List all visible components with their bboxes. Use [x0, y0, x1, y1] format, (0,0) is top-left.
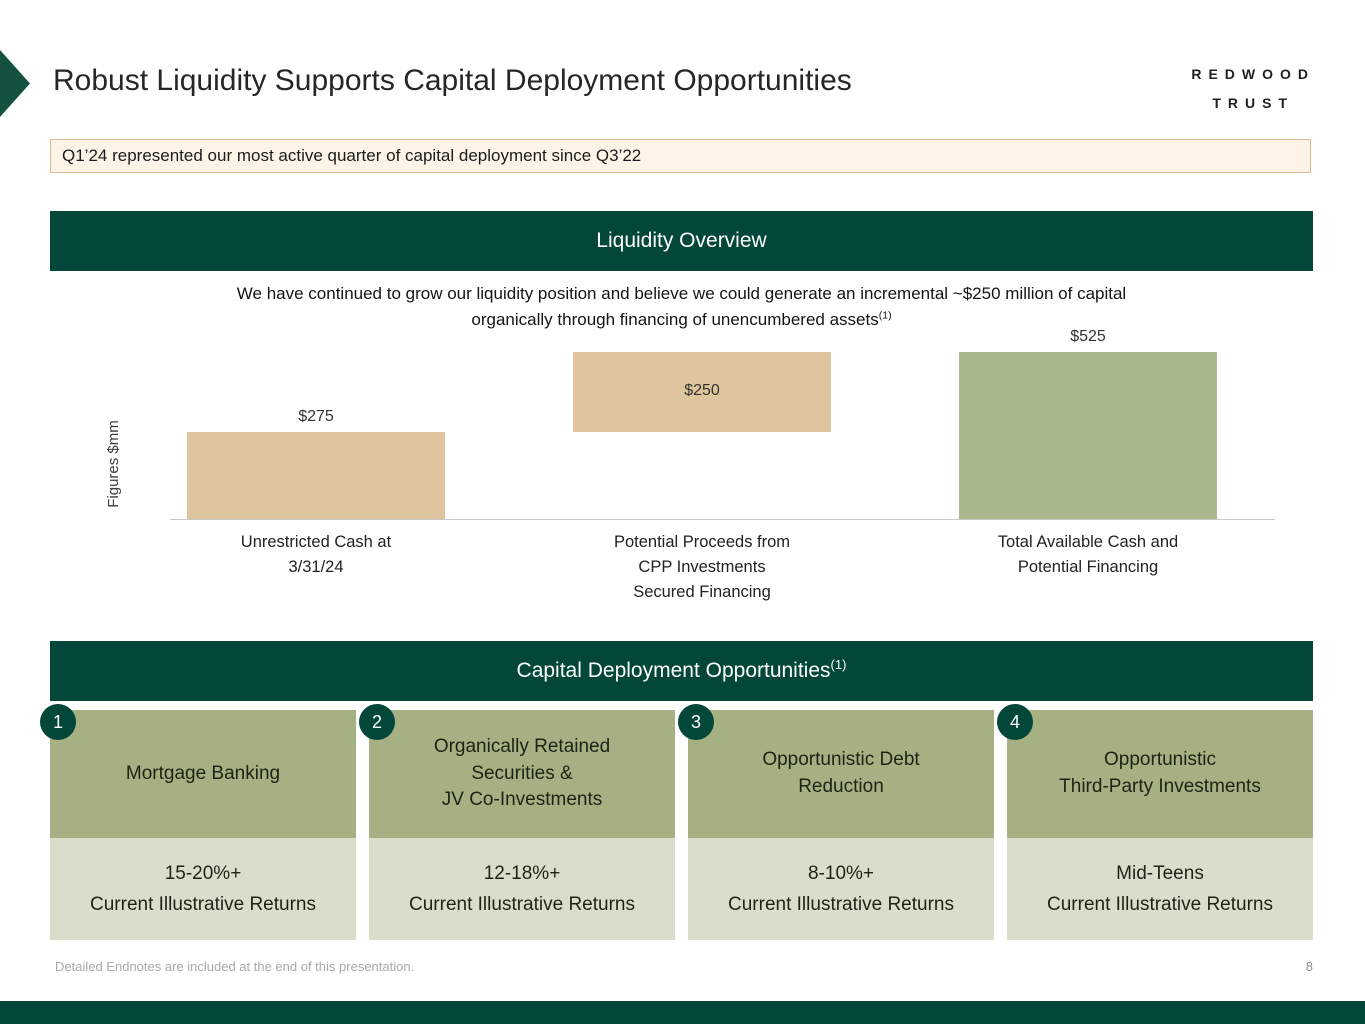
card-title: Organically Retained Securities & JV Co-Investments: [369, 710, 675, 838]
bar-unrestricted-cash: [187, 432, 445, 519]
card-returns: [369, 838, 675, 940]
opportunity-cards: [50, 710, 1313, 940]
bar-value-label: $525: [1070, 328, 1106, 346]
opportunity-card-mortgage-banking: [50, 710, 356, 940]
opportunity-card-retained-securities: [369, 710, 675, 940]
opportunity-card-debt-reduction: [688, 710, 994, 940]
bar-value-label: $250: [684, 382, 720, 400]
card-return-range: 15-20%+: [164, 862, 242, 884]
card-number-badge: 4: [997, 704, 1033, 740]
logo-line-1: REDWOOD: [1191, 66, 1315, 82]
company-logo: [1191, 60, 1315, 119]
y-axis-label: Figures $mm: [105, 420, 122, 508]
card-return-label: Current Illustrative Returns: [409, 894, 635, 915]
x-axis-line: [170, 519, 1275, 520]
page-number: 8: [1305, 959, 1313, 974]
card-returns: [688, 838, 994, 940]
category-label: Potential Proceeds from CPP Investments Secured Financing: [613, 533, 791, 601]
opportunity-card-third-party-investments: [1007, 710, 1313, 940]
card-return-range: 8-10%+: [807, 862, 875, 884]
card-return-range: Mid-Teens: [1116, 862, 1204, 884]
card-number-badge: 3: [678, 704, 714, 740]
section-header-liquidity: [50, 211, 1313, 271]
highlight-banner-text: Q1’24 represented our most active quarter of capital deployment since Q3’22: [62, 146, 642, 165]
bar-total-available: [959, 352, 1217, 519]
liquidity-subtitle-line2: organically through financing of unencumbered assets$^{(1)}$: [471, 309, 892, 330]
section-header-capital-text: Capital Deployment Opportunities$^{(1)}$: [516, 657, 847, 682]
bottom-bar: [0, 1001, 1365, 1024]
card-return-label: Current Illustrative Returns: [728, 894, 954, 915]
liquidity-subtitle-line1: We have continued to grow our liquidity position and believe we could generate an incremental ~$250 million of capital: [236, 284, 1127, 303]
category-label: Total Available Cash and Potential Financing: [997, 533, 1179, 576]
footnote: Detailed Endnotes are included at the end of this presentation.: [55, 959, 415, 974]
category-label: Unrestricted Cash at 3/31/24: [240, 533, 392, 576]
accent-arrow-icon: [0, 50, 30, 117]
card-return-label: Current Illustrative Returns: [1047, 894, 1273, 915]
card-returns: [1007, 838, 1313, 940]
liquidity-waterfall-chart: [50, 330, 1313, 620]
footnote-marker: (1): [878, 309, 892, 322]
card-title: Opportunistic Third-Party Investments: [1007, 710, 1313, 838]
card-return-range: 12-18%+: [483, 862, 561, 884]
liquidity-subtitle: [50, 281, 1313, 334]
card-return-label: Current Illustrative Returns: [90, 894, 316, 915]
footnote-marker: (1): [830, 657, 847, 672]
card-number-badge: 1: [40, 704, 76, 740]
card-title: Opportunistic Debt Reduction: [688, 710, 994, 838]
section-header-capital: [50, 641, 1313, 701]
bar-value-label: $275: [298, 407, 334, 425]
section-header-liquidity-text: Liquidity Overview: [596, 229, 767, 252]
card-title: Mortgage Banking: [50, 710, 356, 838]
logo-line-2: TRUST: [1212, 95, 1294, 112]
card-number-badge: 2: [359, 704, 395, 740]
highlight-banner: [50, 139, 1311, 173]
page-title: Robust Liquidity Supports Capital Deployment Opportunities: [53, 64, 852, 98]
card-returns: [50, 838, 356, 940]
